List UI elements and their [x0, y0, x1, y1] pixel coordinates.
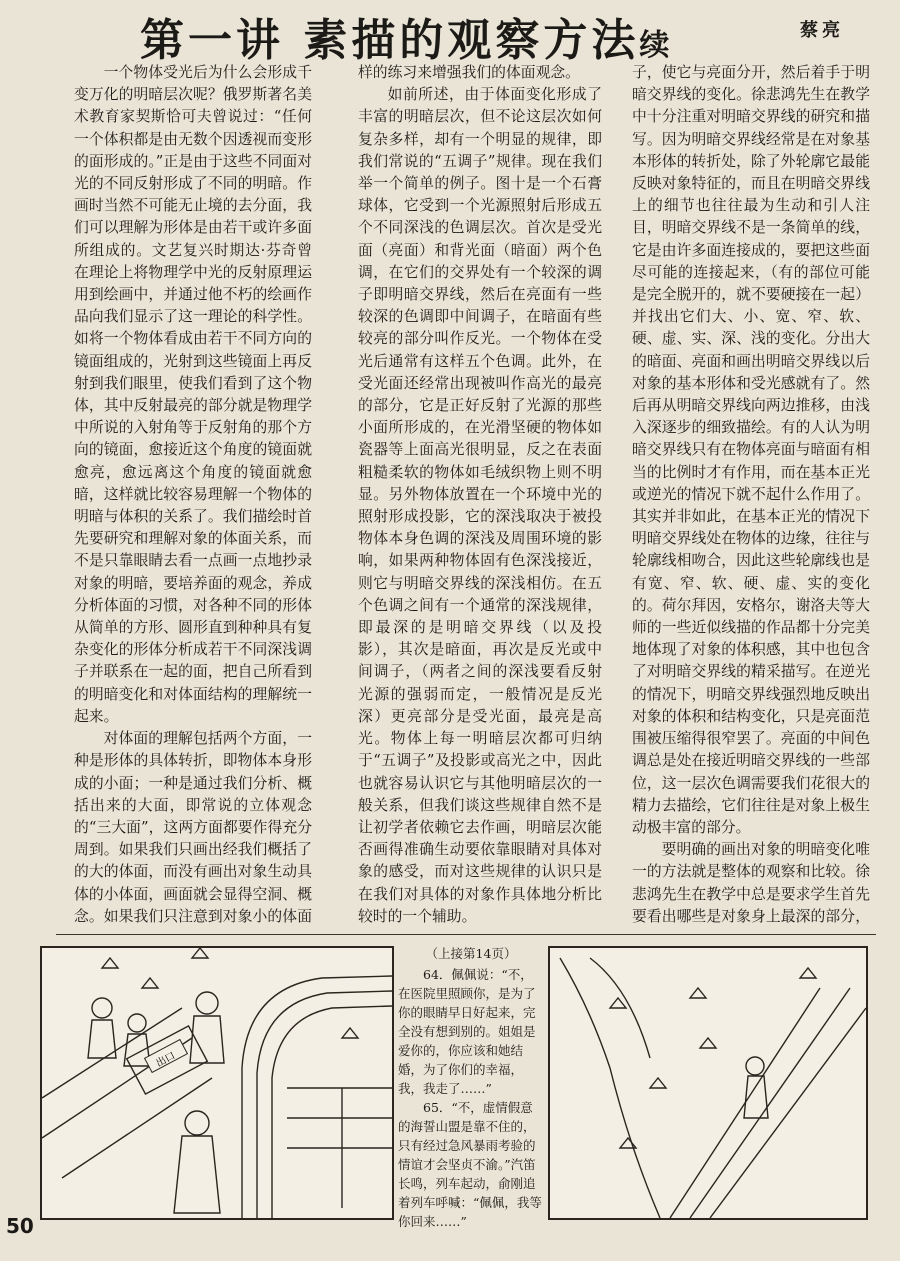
train-station-illustration	[42, 948, 392, 1218]
comic-caption-64: 64．佩佩说：“不，在医院里照顾你，是为了你的眼睛早日好起来，完全没有想到别的。姐姐是爱你的，你应该和她结婚，为了你们的幸福，我，我走了……”	[398, 967, 536, 1096]
article-title-text: 第一讲 素描的观察方法	[140, 15, 640, 66]
article-title	[140, 4, 669, 68]
paragraph: 要明确的画出对象的明暗变化唯一的方法就是整体的观察和比较。徐悲鸿先生在教学中总是要求学生首先要看出哪些是对象身上最深的部分，	[632, 841, 870, 925]
station-sign-text: 出口	[154, 1050, 178, 1070]
paragraph	[358, 928, 602, 930]
author-name: 蔡亮	[800, 20, 844, 41]
comic-captions	[398, 944, 544, 1231]
paragraph: 对体面的理解包括两个方面，一种是形体的具体转折，即物体本身形成的小面；一种是通过我们分析、概括出来的大面，即常说的立体观念的“三大面”，这两方面都要作得充分周到。如果我们只画出经我们概括了的大的体面，而没有画出对象生动具体的小体面，画面就会显得空洞、概念。如果我们只注意到对象小的体面	[74, 730, 312, 925]
paragraph: 样的练习来增强我们的体面观念。	[358, 64, 580, 81]
comic-caption-65: 65．“不，虚情假意的海誓山盟是靠不住的，只有经过急风暴雨考验的情谊才会坚贞不渝。”汽笛长鸣，列车起动，俞刚追着列车呼喊：“佩佩，我等你回来……”	[398, 1100, 542, 1229]
comic-panel-65	[548, 946, 868, 1220]
article-column-3	[632, 62, 870, 930]
paragraph: 一个物体受光后为什么会形成千变万化的明暗层次呢？俄罗斯著名美术教育家契斯恰可夫曾说过：“任何一个体积都是由无数个因透视而变形的面形成的。”正是由于这些不同面对光的不同反射形成了不同的明暗。作画时当然不可能无止境的去分面，我们可以理解为形体是由若干或许多面所组成的。文艺复兴时期达·芬奇曾在理论上将物理学中光的反射原理运用到绘画中，并通过他不朽的绘画作品向我们显示了这一理论的科学性。如将一个物体看成由若干不同方向的镜面组成的，光射到这些镜面上再反射到我们眼里，使我们看到了这个物体，其中反射最亮的部分就是物理学中所说的入射角等于反射角的那个方向的镜面，愈接近这个角度的镜面就愈亮，愈远离这个角度的镜面就愈暗，这样就比较容易理解一个物体的明暗与体积的关系了。我们描绘时首先要研究和理解对象的体面关系，而不是只靠眼睛去看一点画一点地抄录对象的明暗，要培养面的观念，养成分析体面的习惯，对各种不同的形体从简单的方形、圆形直到种种具有复杂变化的形体分析成若干不同深浅调子并联系在一起的面，把自己所看到的明暗变化和对体面结构的理解统一起来。	[74, 64, 312, 725]
paragraph: 如前所述，由于体面变化形成了丰富的明暗层次，但不论这层次如何复杂多样，却有一个明显的规律，即我们常说的“五调子”规律。现在我们举一个简单的例子。图十是一个石膏球体，它受到一个光源照射后形成五个不同深浅的色调层次。首次是受光面（亮面）和背光面（暗面）两个色调，在它们的交界处有一个较深的调子即明暗交界线，然后在亮面有一些较深的色调即中间调子，在暗面有些较亮的部分叫作反光。一个物体在受光后通常有这样五个色调。此外，在受光面还经常出现被叫作高光的最亮的部分，它是正好反射了光源的那些小面所形成的，在光滑坚硬的物体如瓷器等上面高光很明显，反之在表面粗糙柔软的物体如毛绒织物上则不明显。另外物体放置在一个环境中光的照射形成投影，它的深浅取决于被投物体本身色调的深浅及周围环境的影响，如果两种物体固有色深浅接近，则它与明暗交界线的深浅相仿。在五个色调之间有一个通常的深浅规律，即最深的是明暗交界线（以及投影），其次是暗面，再次是反光或中间调子，（两者之间的深浅要看反射光源的强弱而定，一般情况是反光深）更亮部分是受光面，最亮是高光。物体上每一明暗层次都可归纳于“五调子”及投影或高光之中，因此也就容易认识它与其他明暗层次的一般关系，但我们谈这些规律自然不是让初学者依赖它去作画，明暗层次能否画得准确生动要依靠眼睛对具体对象的感受，而对这些规律的认识只是在我们对具体的对象作具体地分析比较时的一个辅助。	[358, 86, 602, 925]
comic-panel-64	[40, 946, 394, 1220]
section-divider	[56, 934, 876, 935]
title-continued-mark: 续	[639, 28, 670, 63]
continued-from-note: （上接第14页）	[425, 946, 517, 961]
article-column-1	[74, 62, 312, 930]
paragraph: 子，使它与亮面分开，然后着手于明暗交界线的变化。徐悲鸿先生在教学中十分注重对明暗交界线的研究和描写。因为明暗交界线经常是在对象基本形体的转折处，除了外轮廓它最能反映对象特征的，而且在明暗交界线上的细节也往往最为生动和引人注目，明暗交界线不是一条简单的线，它是由许多面连接成的，要把这些面尽可能的连接起来，（有的部位可能是完全脱开的，就不要硬接在一起）并找出它们大、小、宽、窄、软、硬、虚、实、深、浅的变化。分出大的暗面、亮面和画出明暗交界线以后对象的基本形体和受光感就有了。然后再从明暗交界线向两边推移，由浅入深逐步的细致描绘。有的人认为明暗交界线只有在物体亮面与暗面有相当的比例时才有作用，而在基本正光或逆光的情况下就不起什么作用了。其实并非如此，在基本正光的情况下明暗交界线处在物体的边缘，往往与轮廓线相吻合，因此这些轮廓线也是有宽、窄、软、硬、虚、实的变化的。荷尔拜因，安格尔，谢洛夫等大师的一些近似线描的作品都十分完美地体现了对象的体积感，其中也包含了对明暗交界线的精采描写。在逆光的情况下，明暗交界线强烈地反映出对象的体积和结构变化，只是亮面范围被压缩得很窄罢了。亮面的中间色调总是处在接近明暗交界线的一些部位，这一层次色调需要我们花很大的精力去描绘，它们往往是对象上极生动极丰富的部分。	[632, 64, 870, 836]
article-column-2	[358, 62, 602, 930]
page-number: 50	[6, 1214, 34, 1238]
departing-train-illustration	[550, 948, 866, 1218]
